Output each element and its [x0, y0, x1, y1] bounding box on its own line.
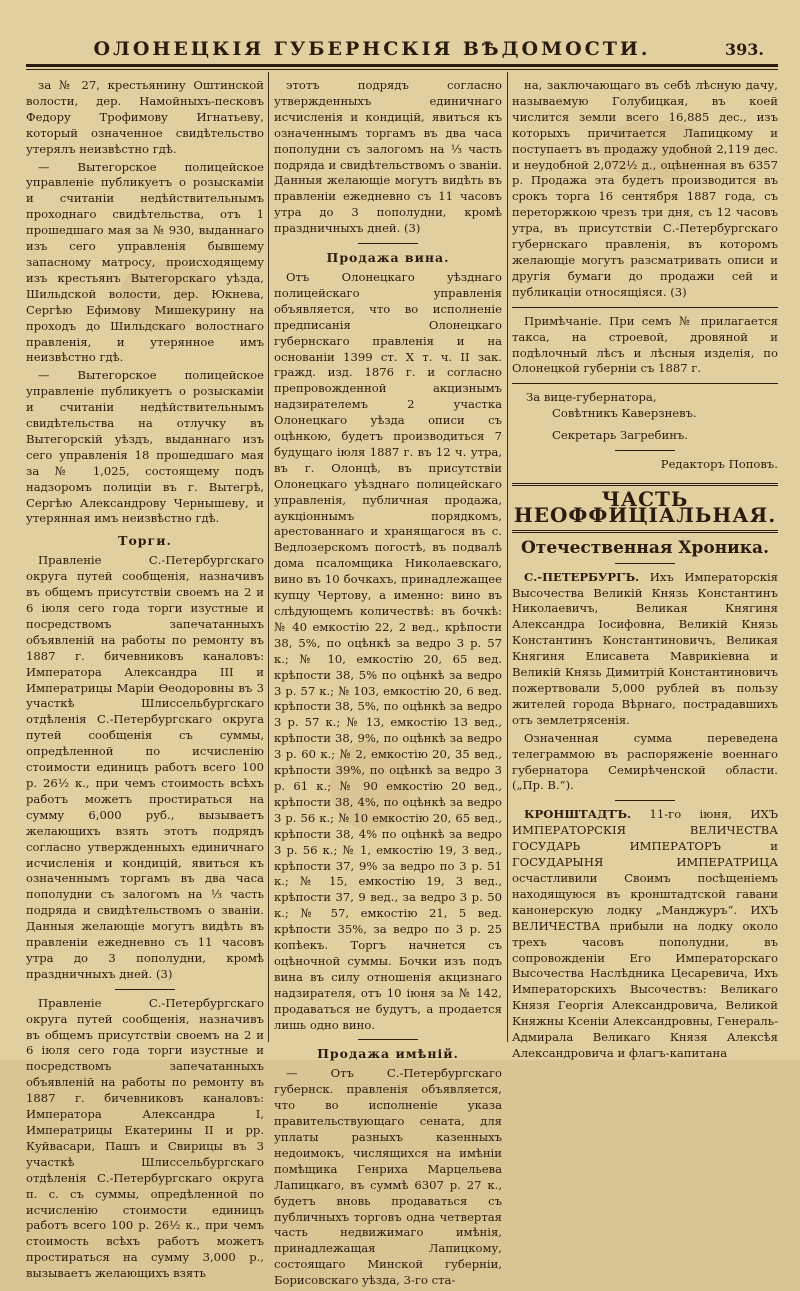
page-number: 393. — [725, 40, 764, 59]
header-rule-thin — [26, 69, 778, 70]
column-1 — [26, 78, 264, 1284]
header-rule — [26, 64, 778, 67]
notice-paragraph: — Отъ С.-Петербургскаго губернск. правленія объявляется, что во исполненіе указа правительствующаго сената, для уплаты разныхъ казенныхъ недоимокъ, числящихся на имѣніи помѣщика Генриха Марцельева Лапицкаго, въ суммѣ 6307 р. 27 к., будетъ вновь продаваться съ публичныхъ торговъ одна четвертая часть недвижимаго имѣнія, принадлежащая Лапицкому, состоящаго Минской губерніи, Борисовскаго уѣзда, 3-го ста- — [274, 1066, 502, 1288]
notice-paragraph: на, заключающаго въ себѣ лѣсную дачу, называемую Голубицкая, въ коей числится земли всего 16,885 дес., изъ которыхъ причитается Лапицкому и поступаетъ въ продажу удобной 2,119 дес. и неудобной 2,072½ д., оцѣненная въ 6357 р. Продажа эта будетъ производится въ срокъ торга 16 сентября 1887 года, съ переторжкою чрезъ три дня, съ 12 часовъ утра, въ присутствіи С.-Петербургскаго губернскаго правленія, въ которомъ желающіе могутъ разсматривать описи и другія бумаги до продажи сей и публикаціи относящіяся. (3) — [512, 78, 778, 299]
divider — [115, 989, 175, 990]
column-3 — [512, 78, 778, 1064]
section-heading-unofficial: ЧАСТЬ НЕОФФИЦІАЛЬНАЯ. — [512, 483, 778, 533]
signature-editor: Редакторъ Поповъ. — [660, 457, 778, 472]
notice-paragraph: этотъ подрядъ согласно утвержденныхъ единичнаго исчисленія и кондицій, явиться къ означеннымъ торгамъ въ два часа пополудни съ залогомъ на ⅓ часть подряда и свидѣтельствомъ о званіи. Данныя желающіе могутъ видѣть въ правленіи ежедневно съ 11 часовъ утра до 3 пополудни, кромѣ праздничныхъ дней. (3) — [274, 78, 502, 236]
notice-paragraph: — Вытегорское полицейское управленіе публикуетъ о розыскаміи и считаніи недѣйствительнымъ свидѣтельства на отлучку въ Вытегорскій уѣздъ, выданнаго изъ сего управленія 18 прошедшаго мая за № 1,025, состоящему подъ надзоромъ полиціи въ г. Вытегрѣ, Сергѣю Александрову Чернышеву, и утерянная имъ неизвѣстно гдѣ. — [26, 368, 264, 526]
signature-councillor: Совѣтникъ Каверзневъ. — [552, 406, 697, 421]
notice-paragraph: Правленіе С.-Петербургскаго округа путей сообщенія, назначивъ въ общемъ присутствіи своемъ на 2 и 6 іюля сего года торги изустные и посредствомъ запечатанныхъ объявленій на работы по ремонту въ 1887 г. бичевниковъ каналовъ: Императора Александра III и Императрицы Маріи Ѳеодоровны въ 3 участкѣ Шлиссельбургскаго отдѣленія С.-Петербургскаго округа путей сообщенія съ суммы, опредѣленной по исчисленію стоимости единицъ работъ всего 100 р. 26½ к., при чемъ стоимость всѣхъ работъ можетъ простираться на сумму 6,000 руб., вызываетъ желающихъ взять этотъ подрядъ согласно утвержденныхъ единичнаго исчисленія и кондицій, явиться къ означеннымъ торгамъ въ два часа пополудни съ залогомъ на ⅓ часть подряда и свидѣтельствомъ о званіи. Данныя желающіе могутъ видѣть въ правленіи ежедневно съ 11 часовъ утра до 3 пополудни, кромѣ праздничныхъ дней. (3) — [26, 553, 264, 981]
news-city: КРОНШТАДТЪ. — [524, 807, 632, 822]
notice-paragraph: Отъ Олонецкаго уѣзднаго полицейскаго управленія объявляется, что во исполненіе предписанія Олонецкаго губернскаго правленія и на основаніи 1399 ст. X т. ч. II зак. гражд. изд. 1876 г. и согласно препровожденной акцизнымъ надзирателемъ 2 участка Олонецкаго уѣзда описи съ оцѣнкою, будетъ производиться 7 будущаго іюля 1887 г. въ 12 ч. утра, въ г. Олонцѣ, въ присутствіи Олонецкаго уѣзднаго полицейскаго управленія, публичная продажа, аукціоннымъ порядкомъ, арестованнаго и хранящагося въ с. Ведлозерскомъ погостѣ, въ подвалѣ дома псаломщика Николаевскаго, вино въ 10 бочкахъ, принадлежащее купцу Чертову, а именно: вино въ слѣдующемъ количествѣ: въ бочкѣ: № 40 емкостію 22, 2 вед., крѣпости 38, 5%, по оцѣнкѣ за ведро 3 р. 57 к.; № 10, емкостію 20, 65 вед. крѣпости 38, 5% по оцѣнкѣ за ведро 3 р. 57 к.; № 103, емкостію 20, 6 вед. крѣпости 38, 5%, по оцѣнкѣ за ведро 3 р. 57 к.; № 13, емкостію 13 вед., крѣпости 38, 9%, по оцѣнкѣ за ведро 3 р. 60 к.; № 2, емкостію 20, 35 вед., крѣпости 39%, по оцѣнкѣ за ведро 3 р. 61 к.; № 90 емкостію 20 вед., крѣпости 38, 4%, по оцѣнкѣ за ведро 3 р. 56 к.; № 10 емкостію 20, 65 вед., крѣпости 38, 4% по оцѣнкѣ за ведро 3 р. 56 к.; № 1, емкостію 19, 3 вед., крѣпости 37, 9% за ведро по 3 р. 51 к.; № 15, емкостію 19, 3 вед., крѣпости 37, 9 вед., за ведро 3 р. 50 к.; № 57, емкостію 21, 5 вед. крѣпости 35%, за ведро по 3 р. 25 копѣекъ. Торгъ начнется съ оцѣночной суммы. Бочки изъ подъ вина въ силу отношенія акцизнаго надзирателя, отъ 10 іюня за № 142, продаваться не будутъ, а продается лишь одно вино. — [274, 269, 502, 1032]
news-paragraph: Означенная сумма переведена телеграммою въ распоряженіе военнаго губернатора Семирѣченской области. („Пр. В.“). — [512, 730, 778, 793]
divider — [615, 450, 675, 451]
notice-paragraph: — Вытегорское полицейское управленіе публикуетъ о розыскаміи и считаніи недѣйствительнымъ проходнаго свидѣтельства, отъ 1 прошедшаго мая за № 930, выданнаго изъ сего управленія бывшему запасному матросу, происходящему изъ крестьянъ Вытегорскаго уѣзда, Шильдской волости, дер. Юкнева, Сергѣю Ефимову Мишекурину на проходъ до Шильдскаго волостнаго правленія, и утерянное имъ неизвѣстно гдѣ. — [26, 159, 264, 365]
section-heading-chronicle: Отечественная Хроника. — [521, 537, 769, 558]
column-divider — [268, 72, 269, 1042]
newspaper-title: ОЛОНЕЦКІЯ ГУБЕРНСКІЯ ВѢДОМОСТИ. — [93, 38, 651, 60]
divider — [358, 243, 418, 244]
divider — [512, 307, 778, 308]
divider — [615, 800, 675, 801]
notice-paragraph: за № 27, крестьянину Оштинской волости, дер. Намойныхъ-песковъ Федору Трофимову Игнатьеву, который означенное свидѣтельство утерялъ неизвѣстно гдѣ. — [26, 78, 264, 156]
divider — [512, 383, 778, 384]
news-item-kronstadt — [512, 807, 778, 1062]
signature-vice: За вице-губернатора, — [526, 390, 657, 405]
note-paragraph: Примѣчаніе. При семъ № прилагается такса, на строевой, дровяной и подѣлочный лѣсъ и лѣсныя изделія, по Олонецкой губерніи съ 1887 г. — [512, 313, 778, 376]
page-header — [22, 8, 782, 60]
news-item-spb — [512, 570, 778, 729]
section-heading-torgi: Торги. — [118, 533, 172, 549]
news-text: Ихъ Императорскія Высочества Великій Князь Константинъ Николаевичъ, Великая Княгиня Александра Іосифовна, Великій Князь Константинъ Константиновичъ, Великая Княгиня Елисавета Маврикіевна и Великій Князь Димитрій Константиновичъ пожертвовали 5,000 рублей въ пользу жителей города Вѣрнаго, пострадавшихъ отъ землетрясенія. — [512, 569, 778, 727]
news-text: 11-го іюня, ИХЪ ИМПЕРАТОРСКІЯ ВЕЛИЧЕСТВА ГОСУДАРЬ ИМПЕРАТОРЪ и ГОСУДАРЫНЯ ИМПЕРАТРИЦА осчастливили Своимъ посѣщеніемъ находящуюся въ кронштадтской гавани канонерскую лодку „Манджуръ“. ИХЪ ВЕЛИЧЕСТВА прибыли на лодку около трехъ часовъ пополудни, въ сопровожденіи Его Императорскаго Высочества Наслѣдника Цесаревича, Ихъ Императорскихъ Высочествъ: Великаго Князя Георгія Александровича, Великой Княжны Ксеніи Александровны, Генераль-Адмирала Великаго Князя Алексѣя Александровича и флагъ-капитана — [512, 807, 778, 1060]
column-2 — [274, 78, 502, 1291]
divider — [615, 563, 675, 564]
section-heading-estate: Продажа имѣній. — [317, 1046, 459, 1062]
section-heading-wine: Продажа вина. — [326, 250, 450, 266]
notice-paragraph: Правленіе С.-Петербургскаго округа путей сообщенія, назначивъ въ общемъ присутствіи своемъ на 2 и 6 іюля сего года торги изустные и посредствомъ запечатанныхъ объявленій на работы по ремонту въ 1887 г. бичевниковъ каналовъ: Императора Александра I, Императрицы Екатерины II и рр. Куйвасари, Пашъ и Свирицы въ 3 участкѣ Шлиссельбургскаго отдѣленія С.-Петербургскаго округа п. с. съ суммы, опредѣленной по исчисленію стоимости единицъ работъ всего 100 р. 26½ к., при чемъ стоимость всѣхъ работъ можетъ простираться на сумму 3,000 р., вызываетъ желающихъ взять — [26, 995, 264, 1281]
news-city: С.-ПЕТЕРБУРГЪ. — [524, 569, 640, 584]
column-divider — [507, 72, 508, 1042]
divider — [358, 1039, 418, 1040]
signature-secretary: Секретарь Загребинъ. — [552, 428, 688, 443]
